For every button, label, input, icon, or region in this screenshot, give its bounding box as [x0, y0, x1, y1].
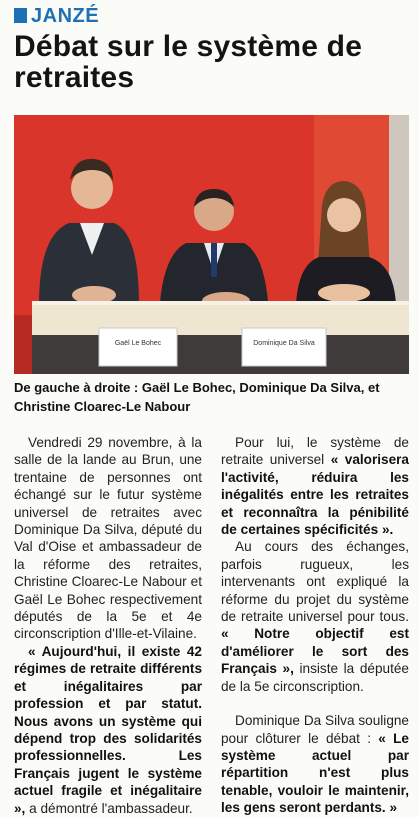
- paragraph-universal: [221, 434, 409, 538]
- quote-conclusion: « Le système actuel par répartition n'est plus tenable, vouloir le maintenir, les gens seront perdants. »: [221, 730, 409, 816]
- photo-caption: De gauche à droite : Gaël Le Bohec, Dominique Da Silva, et Christine Cloarec-Le Nabour: [14, 380, 380, 414]
- paragraph-lead: Dominique Da Silva souligne pour clôturer le débat :: [221, 713, 409, 746]
- article-photo: [14, 115, 409, 374]
- paragraph-lead: Pour lui, le système de retraite universel: [221, 435, 409, 468]
- quote-attribution: a démontré l'ambassadeur.: [29, 800, 193, 816]
- kicker-square-icon: [14, 8, 27, 23]
- paragraph-quote: [14, 643, 202, 817]
- kicker-text: JANZÉ: [31, 5, 100, 27]
- quote-objective: « Notre objectif est d'améliorer le sort des Français »,: [221, 626, 409, 677]
- quote-attribution: insiste la députée de la 5e circonscription.: [221, 661, 409, 694]
- paragraph-lead: Au cours des échanges, parfois rugueux, les intervenants ont expliqué la réforme du projet du système de retraite universel pour tous.: [221, 539, 409, 625]
- quote-universal: « valorisera l'activité, réduira les inégalités entre les retraites et reconnaîtra la pénibilité de certaines spécificités ».: [221, 452, 409, 538]
- section-kicker: [14, 5, 99, 28]
- placard-2-name: Dominique Da Silva: [253, 340, 315, 347]
- article-column-left: [14, 434, 202, 817]
- placard-1-name: Gaël Le Bohec: [114, 340, 162, 347]
- paragraph-conclusion: [221, 712, 409, 816]
- article-column-right: [221, 434, 409, 817]
- quote-ambassador: « Aujourd'hui, il existe 42 régimes de retraite différents et inégalitaires par profession et par statut. Nous avons un système qui dépend trop des solidarités professionnelles. Les Français jugent le système actuel fragile et inégalitaire »,: [14, 643, 202, 816]
- paragraph-intro: Vendredi 29 novembre, à la salle de la lande au Brun, une trentaine de personnes ont échangé sur le futur système universel de retraites avec Dominique Da Silva, député du Val d'Oise et ambassadeur de la réforme des retraites, Christine Cloarec-Le Nabour et Gaël Le Bohec respectivement députés de la 5e et 4e circonscription d'Ille-et-Vilaine.: [14, 435, 202, 642]
- paragraph-exchanges: [221, 538, 409, 695]
- article-headline: Débat sur le système de retraites: [14, 30, 363, 94]
